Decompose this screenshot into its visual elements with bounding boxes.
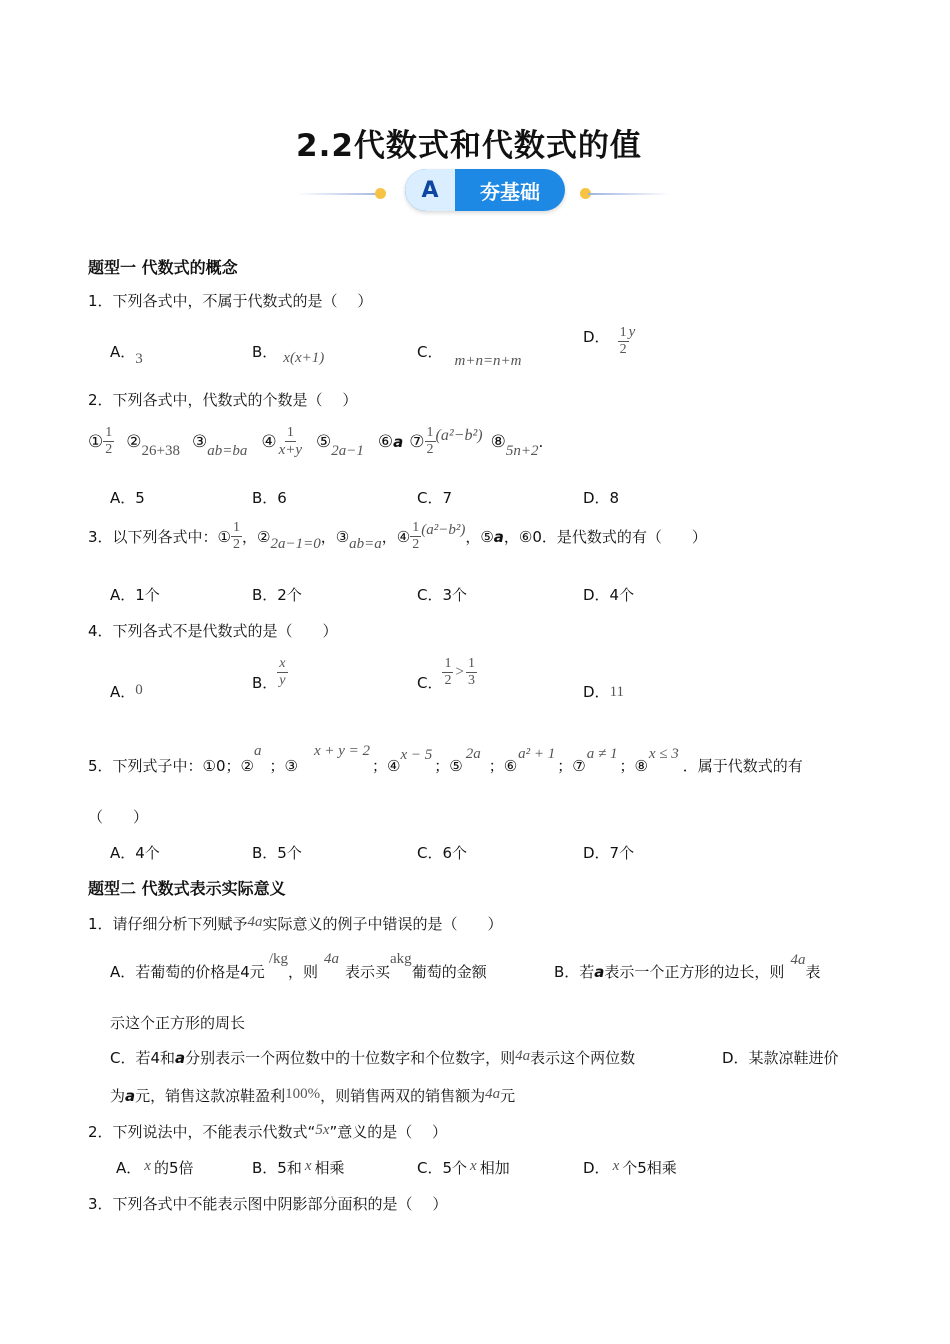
s1-q1-option-c: C． m+n=n+m bbox=[417, 343, 522, 369]
s1-q3-option-a: A．1个 bbox=[110, 586, 160, 604]
s1-q4-stem: 4．下列各式不是代数式的是（ ） bbox=[88, 622, 338, 640]
s2-q1-option-d: D．某款凉鞋进价 bbox=[722, 1049, 839, 1067]
s1-q2-option-a: A．5 bbox=[110, 489, 145, 507]
s2-q1-option-a: A．若葡萄的价格是4元/kg，则4a表示买akg葡萄的金额 bbox=[110, 951, 487, 981]
s1-q2-option-b: B．6 bbox=[252, 489, 287, 507]
s1-q4-option-a: A．0 bbox=[110, 682, 143, 701]
s1-q4-option-c: C． $\frac{1}{2}$ > $\frac{1}{3}$ bbox=[417, 656, 475, 692]
s1-q2-stem: 2．下列各式中，代数式的个数是（ ） bbox=[88, 391, 358, 409]
s1-q1-option-d: D． $\frac{1}{2}$ y bbox=[583, 324, 636, 357]
s2-q2-option-a: A． x 的5倍 bbox=[116, 1158, 194, 1177]
s1-q1-option-b: B． x(x+1) bbox=[252, 343, 325, 366]
s1-q2-option-c: C．7 bbox=[417, 489, 453, 507]
s1-q5-option-b: B．5个 bbox=[252, 844, 302, 862]
s1-q2-option-d: D．8 bbox=[583, 489, 620, 507]
s2-q2-option-d: D． x 个5相乘 bbox=[583, 1158, 677, 1177]
section-heading-2: 题型二 代数式表示实际意义 bbox=[88, 879, 286, 898]
s2-q3-stem: 3．下列各式中不能表示图中阴影部分面积的是（ ） bbox=[88, 1195, 448, 1213]
s2-q1-option-b-cont: 示这个正方形的周长 bbox=[110, 1014, 246, 1032]
s1-q5-option-a: A．4个 bbox=[110, 844, 160, 862]
s2-q1-option-b: B．若a表示一个正方形的边长，则4a表 bbox=[554, 952, 821, 981]
banner-line-right bbox=[588, 193, 670, 195]
s1-q3-stem: 3．以下列各式中：① $\frac{1}{2}$ ，② 2a−1=0 ，③ ab=a ，④ $\frac{1}{2}$ (a²−b²) ，⑤ a ，⑥0．是代数式的有（ ） bbox=[88, 520, 707, 552]
badge-label: 夯基础 bbox=[480, 179, 540, 204]
s1-q1-stem: 1．下列各式中，不属于代数式的是（ ） bbox=[88, 292, 373, 310]
banner-line-left bbox=[296, 193, 384, 195]
s1-q2-items: ① $\frac{1}{2}$ ② 26+38 ③ ab=ba ④ $\frac{1}{x+y}$ ⑤ 2a−1 ⑥ a ⑦ $\frac{1}{2}$ (a²−b²) ⑧ 5n+2 . bbox=[88, 425, 544, 459]
page-title: 2.2代数式和代数式的值 bbox=[296, 128, 642, 164]
s1-q5-stem: 5．下列式子中：①0；②a；③x + y = 2；④x − 5；⑤2a；⑥a² + 1；⑦a ≠ 1；⑧x ≤ 3．属于代数式的有 bbox=[88, 743, 803, 775]
s2-q1-stem: 1．请仔细分析下列赋予4a实际意义的例子中错误的是（ ） bbox=[88, 914, 503, 933]
s2-q1-option-c: C．若4和a分别表示一个两位数中的十位数字和个位数字，则4a表示这个两位数 bbox=[110, 1048, 636, 1067]
s1-q5-option-c: C．6个 bbox=[417, 844, 468, 862]
section-heading-1: 题型一 代数式的概念 bbox=[88, 258, 238, 277]
banner-dot-left bbox=[375, 188, 386, 199]
s1-q5-option-d: D．7个 bbox=[583, 844, 635, 862]
s1-q5-paren: （ ） bbox=[88, 808, 149, 826]
s1-q3-option-d: D．4个 bbox=[583, 586, 635, 604]
s2-q1-option-d-cont: 为a元，销售这款凉鞋盈利100%，则销售两双的销售额为4a元 bbox=[110, 1086, 516, 1105]
s1-q4-option-d: D．11 bbox=[583, 683, 625, 701]
s1-q4-option-b: B． $\frac{x}{y}$ bbox=[252, 656, 286, 692]
section-badge bbox=[405, 169, 565, 211]
s2-q2-option-c: C．5个 x 相加 bbox=[417, 1158, 510, 1177]
s2-q2-stem: 2．下列说法中，不能表示代数式“5x”意义的是（ ） bbox=[88, 1122, 448, 1141]
badge-letter: A bbox=[405, 169, 455, 211]
s1-q1-option-a: A．3 bbox=[110, 343, 143, 367]
s1-q3-option-b: B．2个 bbox=[252, 586, 302, 604]
s2-q2-option-b: B．5和 x 相乘 bbox=[252, 1158, 345, 1177]
s1-q3-option-c: C．3个 bbox=[417, 586, 468, 604]
